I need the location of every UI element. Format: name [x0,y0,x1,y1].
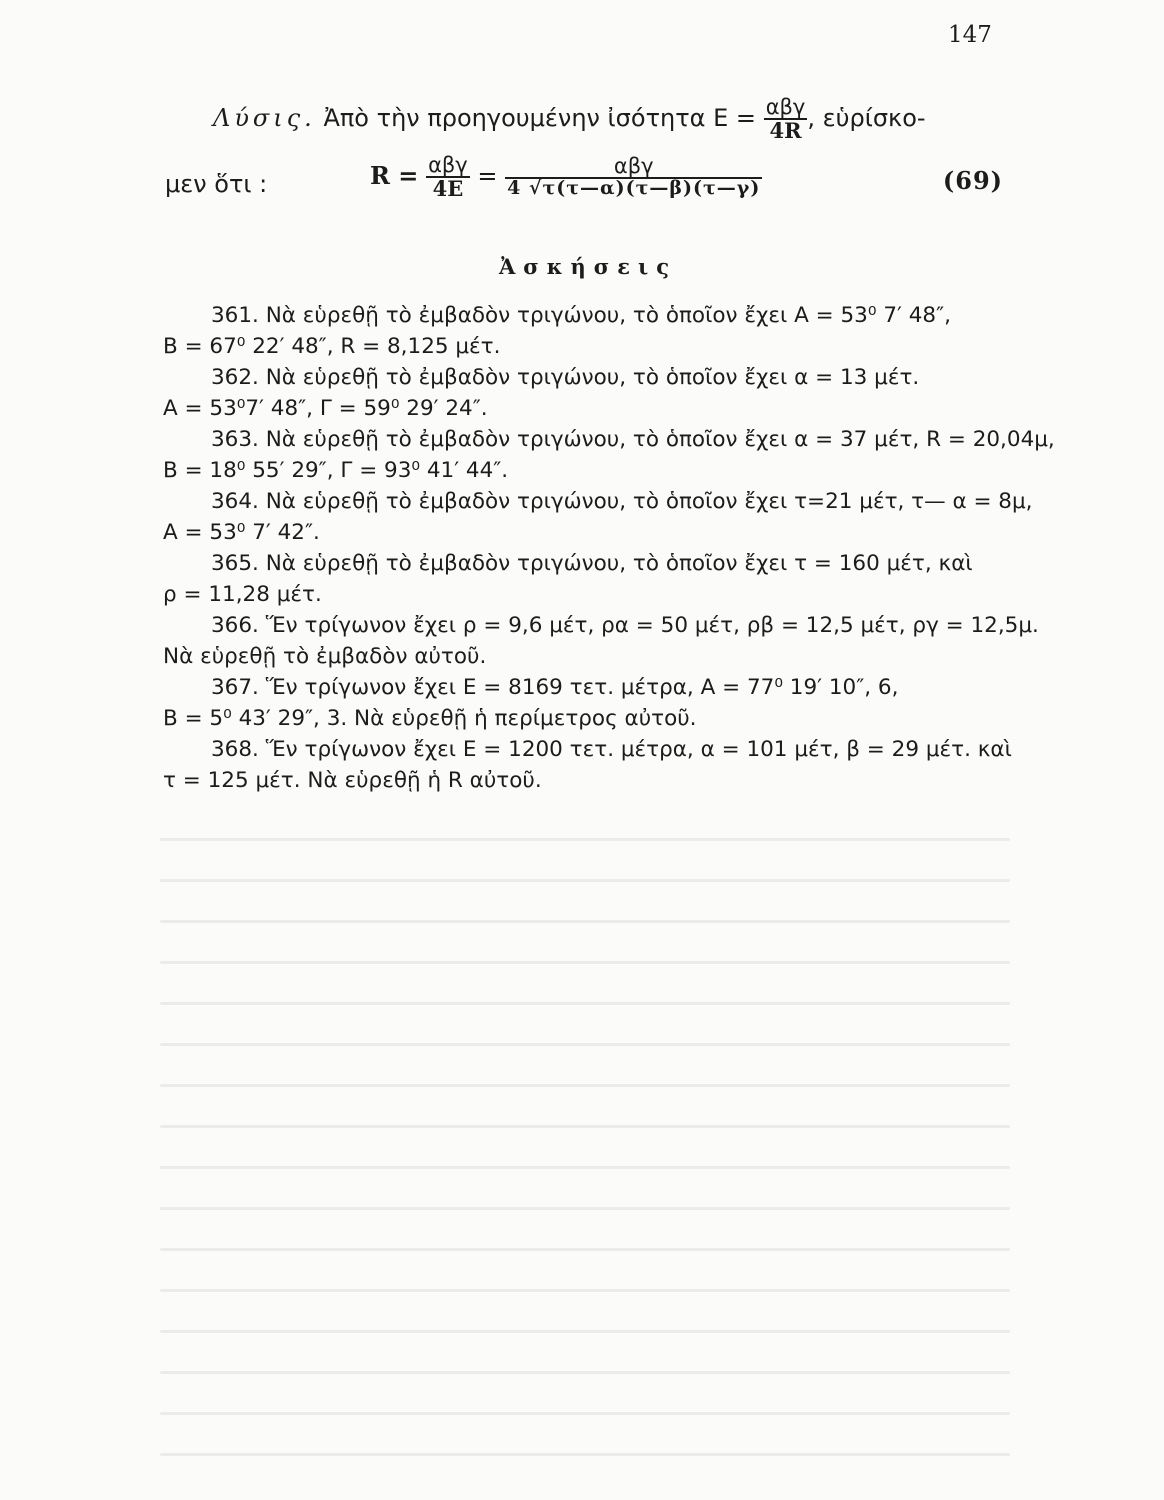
formula-lead: μεν ὅτι : [165,170,268,198]
exercise-item [163,300,1005,362]
exercise-first-line: 368. Ἕν τρίγωνον ἔχει Ε = 1200 τετ. μέτρα, α = 101 μέτ, β = 29 μέτ. καὶ [211,737,1012,762]
equals-sign: = [477,162,498,191]
exercise-continuation-line: Α = 53⁰7′ 48″, Γ = 59⁰ 29′ 24″. [163,396,488,421]
section-heading: Ἀσκήσεις [499,254,677,279]
exercise-first-line: 366. Ἕν τρίγωνον ἔχει ρ = 9,6 μέτ, ρα = 50 μέτ, ρβ = 12,5 μέτ, ργ = 12,5μ. [211,613,1039,638]
fraction-numerator: αβγ [428,153,468,177]
exercise-continuation-line: Β = 5⁰ 43′ 29″, 3. Νὰ εὑρεθῇ ἡ περίμετρος αὐτοῦ. [163,706,697,731]
exercise-item [163,672,1005,734]
fraction-numerator: αβγ [613,154,654,179]
exercise-first-line: 361. Νὰ εὑρεθῇ τὸ ἐμβαδὸν τριγώνου, τὸ ὁποῖον ἔχει Α = 53⁰ 7′ 48″, [211,303,951,328]
exercise-item [163,610,1039,672]
fraction-first [426,154,470,200]
exercise-continuation-line: ρ = 11,28 μέτ. [163,582,322,607]
fraction-numerator: αβγ [765,95,806,119]
solution-text: Ἀπὸ τὴν προηγουμένην ἰσότητα E = [323,104,757,133]
exercise-item [163,486,1033,548]
page-number: 147 [948,22,992,48]
exercise-continuation-line: Β = 18⁰ 55′ 29″, Γ = 93⁰ 41′ 44″. [163,458,509,483]
fraction-denominator: 4R [764,118,808,142]
exercise-item [163,362,1005,424]
exercise-continuation-line: τ = 125 μέτ. Νὰ εὑρεθῇ ἡ R αὐτοῦ. [163,768,542,793]
bleed-through-text [160,800,1010,1450]
exercise-first-line: 365. Νὰ εὑρεθῇ τὸ ἐμβαδὸν τριγώνου, τὸ ὁποῖον ἔχει τ = 160 μέτ, καὶ [211,551,973,576]
exercise-continuation-line: Α = 53⁰ 7′ 42″. [163,520,320,545]
exercise-list [163,300,1055,796]
solution-text-end: , εὑρίσκο- [807,104,926,133]
formula-equation [370,154,762,200]
formula-lhs: R = [370,161,419,191]
fraction-denominator: 4 √τ(τ—α)(τ—β)(τ—γ) [507,177,761,200]
exercise-item [163,548,1005,610]
exercise-item [163,734,1012,796]
exercise-first-line: 363. Νὰ εὑρεθῇ τὸ ἐμβαδὸν τριγώνου, τὸ ὁποῖον ἔχει α = 37 μέτ, R = 20,04μ, [211,427,1055,452]
formula-69 [165,150,1005,220]
solution-line [213,96,1003,142]
fraction-area-formula [764,96,808,142]
fraction-denominator: 4E [426,176,470,200]
exercise-item [163,424,1055,486]
fraction-second [505,155,762,199]
exercise-first-line: 364. Νὰ εὑρεθῇ τὸ ἐμβαδὸν τριγώνου, τὸ ὁποῖον ἔχει τ=21 μέτ, τ— α = 8μ, [211,489,1033,514]
exercise-first-line: 367. Ἕν τρίγωνον ἔχει Ε = 8169 τετ. μέτρα, Α = 77⁰ 19′ 10″, 6, [211,675,899,700]
exercise-continuation-line: Β = 67⁰ 22′ 48″, R = 8,125 μέτ. [163,334,501,359]
solution-lead: Λύσις. [213,104,316,133]
equation-number: (69) [942,166,1003,195]
exercise-first-line: 362. Νὰ εὑρεθῇ τὸ ἐμβαδὸν τριγώνου, τὸ ὁποῖον ἔχει α = 13 μέτ. [211,365,920,390]
exercise-continuation-line: Νὰ εὑρεθῇ τὸ ἐμβαδὸν αὐτοῦ. [163,644,487,669]
